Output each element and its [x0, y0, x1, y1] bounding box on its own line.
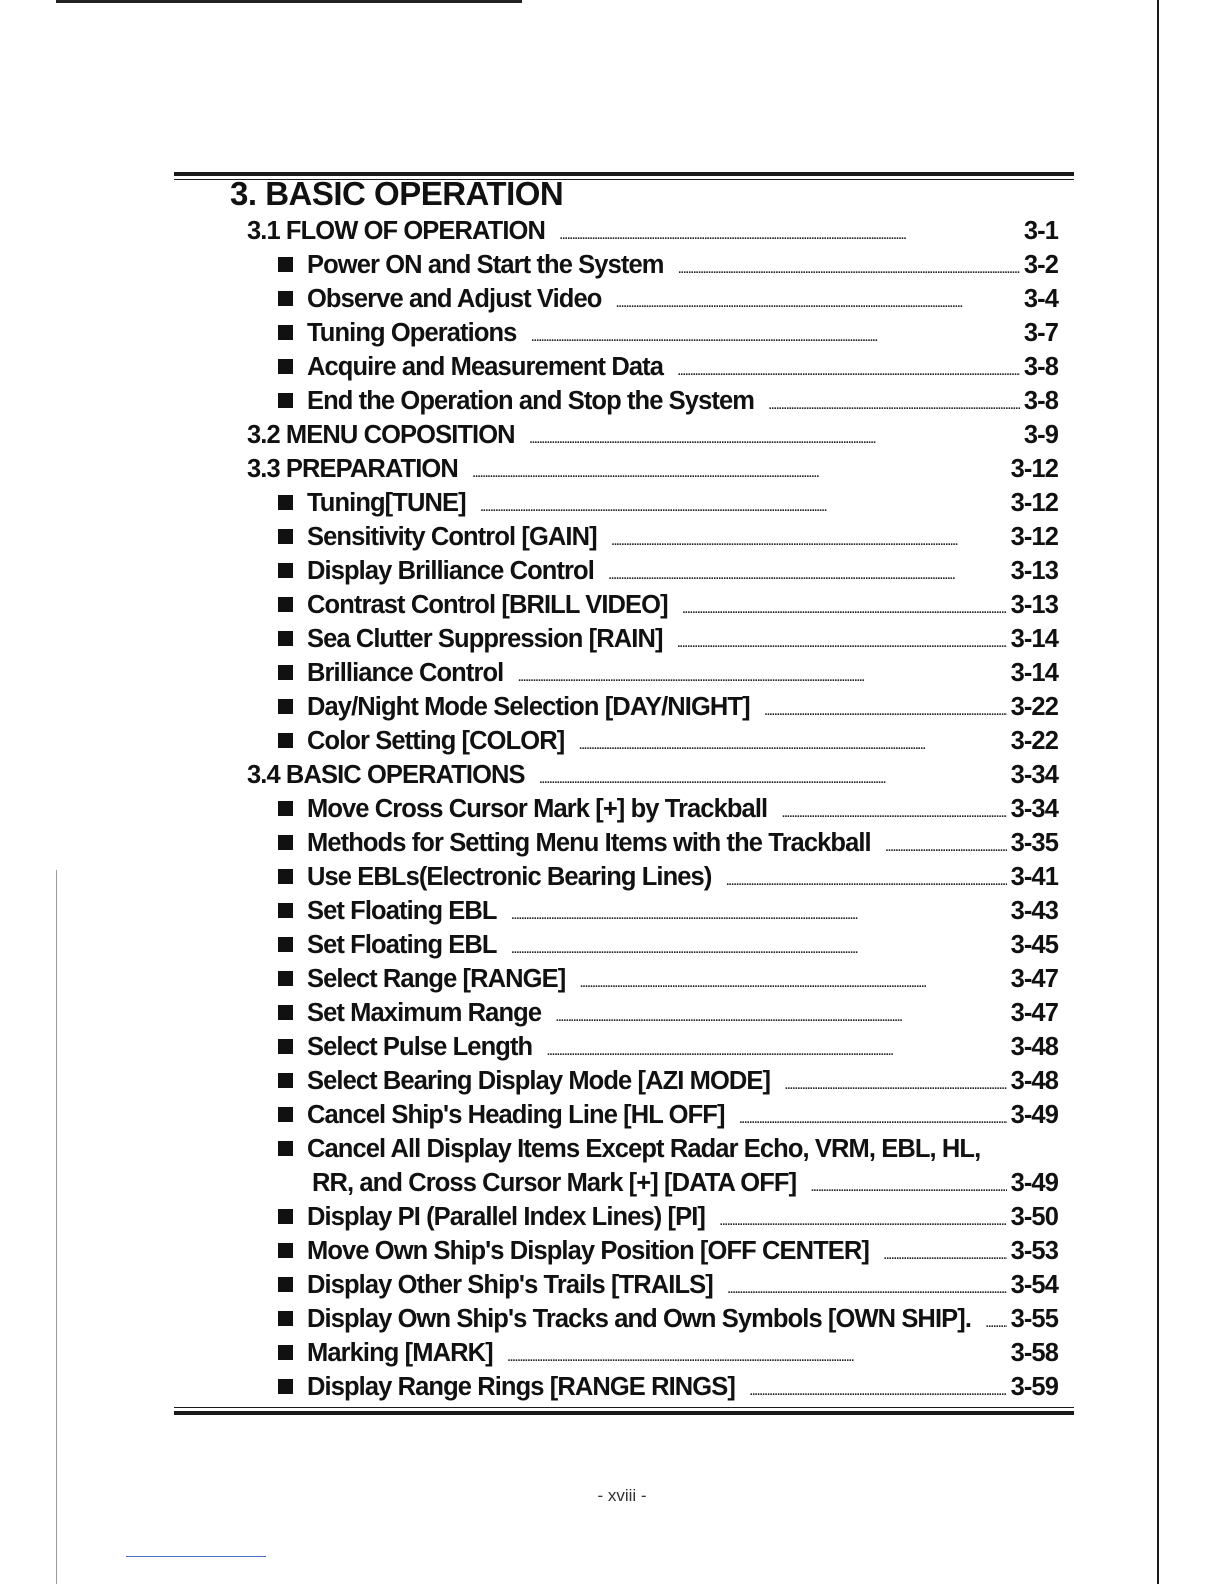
- dot-leader: [555, 996, 1006, 1034]
- toc-entry-label: Contrast Control [BRILL VIDEO]: [307, 591, 668, 619]
- toc-page-number: 3-45: [1010, 931, 1058, 959]
- toc-entry-label: 3.2 MENU COPOSITION: [247, 421, 515, 449]
- square-bullet-icon: [278, 291, 293, 306]
- dot-leader: [546, 1030, 1006, 1068]
- toc-page-number: 3-41: [1010, 863, 1058, 891]
- toc-page-number: 3-59: [1010, 1373, 1058, 1401]
- toc-entry-label: Use EBLs(Electronic Bearing Lines): [307, 863, 712, 891]
- dot-leader: [529, 418, 1020, 456]
- toc-page-number: 3-14: [1010, 659, 1058, 687]
- square-bullet-icon: [278, 359, 293, 374]
- toc-entry-label: Cancel Ship's Heading Line [HL OFF]: [307, 1101, 725, 1129]
- toc-page-number: 3-34: [1010, 795, 1058, 823]
- square-bullet-icon: [278, 903, 293, 918]
- square-bullet-icon: [278, 971, 293, 986]
- dot-leader: [784, 1064, 1006, 1102]
- toc-entry-label: Set Floating EBL: [307, 897, 497, 925]
- toc-item-entry[interactable]: [278, 1234, 1058, 1272]
- toc-item-entry[interactable]: [278, 1200, 1058, 1238]
- toc-page-number: 3-13: [1010, 591, 1058, 619]
- toc-entry-label: Display Range Rings [RANGE RINGS]: [307, 1373, 735, 1401]
- dot-leader: [511, 928, 1007, 966]
- toc-entry-label: Tuning[TUNE]: [307, 489, 466, 517]
- toc-entry-label: Move Own Ship's Display Position [OFF CENTER]: [307, 1237, 870, 1265]
- toc-item-entry[interactable]: [278, 350, 1058, 388]
- toc-entry-label: Power ON and Start the System: [307, 251, 664, 279]
- toc-page-number: 3-8: [1023, 387, 1058, 415]
- toc-entry-label: 3.3 PREPARATION: [247, 455, 458, 483]
- dot-leader: [727, 1268, 1007, 1306]
- toc-page-number: 3-49: [1010, 1101, 1058, 1129]
- square-bullet-icon: [278, 937, 293, 952]
- toc-item-entry[interactable]: [278, 520, 1058, 558]
- dot-leader: [677, 350, 1020, 388]
- toc-item-entry[interactable]: [278, 486, 1058, 524]
- toc-item-entry[interactable]: [278, 928, 1058, 966]
- toc-page-number: 3-35: [1010, 829, 1058, 857]
- toc-entry-label: Day/Night Mode Selection [DAY/NIGHT]: [307, 693, 750, 721]
- dot-leader: [781, 792, 1006, 830]
- dot-leader: [764, 690, 1007, 728]
- square-bullet-icon: [278, 665, 293, 680]
- toc-item-entry[interactable]: [278, 826, 1058, 864]
- toc-entry-label: Sea Clutter Suppression [RAIN]: [307, 625, 663, 653]
- square-bullet-icon: [278, 1311, 293, 1326]
- toc-item-entry[interactable]: [278, 1370, 1058, 1408]
- toc-item-entry-continuation[interactable]: [312, 1166, 1058, 1204]
- toc-item-entry[interactable]: [278, 1302, 1058, 1340]
- toc-page-number: 3-4: [1023, 285, 1058, 313]
- toc-section-entry[interactable]: [247, 452, 1058, 490]
- square-bullet-icon: [278, 699, 293, 714]
- square-bullet-icon: [278, 393, 293, 408]
- toc-item-entry[interactable]: [278, 724, 1058, 762]
- toc-entry-label: End the Operation and Stop the System: [307, 387, 755, 415]
- toc-page-number: 3-7: [1023, 319, 1058, 347]
- toc-entry-label: Select Range [RANGE]: [307, 965, 566, 993]
- dot-leader: [682, 588, 1007, 626]
- toc-item-entry[interactable]: [278, 384, 1058, 422]
- toc-page-number: 3-55: [1010, 1305, 1058, 1333]
- dot-leader: [615, 282, 1019, 320]
- dot-leader: [480, 486, 1007, 524]
- square-bullet-icon: [278, 835, 293, 850]
- square-bullet-icon: [278, 597, 293, 612]
- toc-entry-label: Cancel All Display Items Except Radar Echo, VRM, EBL, HL,: [307, 1135, 981, 1163]
- toc-page-number: 3-47: [1010, 999, 1058, 1027]
- square-bullet-icon: [278, 563, 293, 578]
- toc-item-entry[interactable]: [278, 894, 1058, 932]
- toc-page-number: 3-34: [1010, 761, 1058, 789]
- dot-leader: [739, 1098, 1007, 1136]
- bottom-double-rule: [174, 1407, 1074, 1415]
- toc-item-entry[interactable]: [278, 622, 1058, 660]
- scan-artifact-bottom-line: [126, 1556, 266, 1557]
- dot-leader: [719, 1200, 1007, 1238]
- toc-page-number: 3-12: [1010, 489, 1058, 517]
- toc-entry-label: Sensitivity Control [GAIN]: [307, 523, 597, 551]
- toc-entry-label: Display Other Ship's Trails [TRAILS]: [307, 1271, 713, 1299]
- toc-page-number: 3-43: [1010, 897, 1058, 925]
- toc-item-entry[interactable]: [278, 588, 1058, 626]
- dot-leader: [511, 894, 1007, 932]
- toc-section-entry[interactable]: [247, 418, 1058, 456]
- toc-item-entry[interactable]: [278, 316, 1058, 354]
- toc-item-entry[interactable]: [278, 554, 1058, 592]
- square-bullet-icon: [278, 1243, 293, 1258]
- dot-leader: [611, 520, 1007, 558]
- dot-leader: [517, 656, 1006, 694]
- dot-leader: [885, 826, 1007, 864]
- square-bullet-icon: [278, 1277, 293, 1292]
- toc-section-entry[interactable]: [247, 214, 1058, 252]
- toc-entry-label: Acquire and Measurement Data: [307, 353, 663, 381]
- square-bullet-icon: [278, 801, 293, 816]
- square-bullet-icon: [278, 1209, 293, 1224]
- dot-leader: [559, 214, 1020, 252]
- toc-section-entry[interactable]: [247, 758, 1058, 796]
- dot-leader: [608, 554, 1007, 592]
- toc-entry-label: Observe and Adjust Video: [307, 285, 602, 313]
- toc-item-entry[interactable]: [278, 792, 1058, 830]
- toc-page-number: 3-12: [1010, 455, 1058, 483]
- page-number: - xviii -: [597, 1486, 647, 1505]
- toc-entry-label: Display Brilliance Control: [307, 557, 594, 585]
- toc-item-entry[interactable]: [278, 1030, 1058, 1068]
- square-bullet-icon: [278, 1039, 293, 1054]
- toc-page-number: 3-48: [1010, 1033, 1058, 1061]
- toc-entry-label: Display PI (Parallel Index Lines) [PI]: [307, 1203, 706, 1231]
- toc-page-number: 3-9: [1023, 421, 1058, 449]
- square-bullet-icon: [278, 1107, 293, 1122]
- dot-leader: [985, 1302, 1007, 1340]
- toc-page-number: 3-22: [1010, 727, 1058, 755]
- toc-page-number: 3-22: [1010, 693, 1058, 721]
- toc-item-entry[interactable]: [278, 962, 1058, 1000]
- square-bullet-icon: [278, 1141, 293, 1156]
- toc-page-number: 3-14: [1010, 625, 1058, 653]
- dot-leader: [749, 1370, 1007, 1408]
- toc-item-entry[interactable]: [278, 1336, 1058, 1374]
- toc-item-entry[interactable]: [278, 1132, 1058, 1166]
- toc-page-number: 3-8: [1023, 353, 1058, 381]
- toc-item-entry[interactable]: [278, 1098, 1058, 1136]
- toc-entry-label: Marking [MARK]: [307, 1339, 493, 1367]
- toc-page-number: 3-50: [1010, 1203, 1058, 1231]
- dot-leader: [883, 1234, 1007, 1272]
- square-bullet-icon: [278, 325, 293, 340]
- dot-leader: [579, 962, 1006, 1000]
- dot-leader: [677, 622, 1007, 660]
- square-bullet-icon: [278, 257, 293, 272]
- dot-leader: [472, 452, 1007, 490]
- square-bullet-icon: [278, 495, 293, 510]
- toc-entry-label: 3.1 FLOW OF OPERATION: [247, 217, 545, 245]
- toc-item-entry[interactable]: [278, 996, 1058, 1034]
- square-bullet-icon: [278, 733, 293, 748]
- toc-item-entry[interactable]: [278, 282, 1058, 320]
- square-bullet-icon: [278, 529, 293, 544]
- toc-item-entry[interactable]: [278, 248, 1058, 286]
- dot-leader: [578, 724, 1006, 762]
- toc-item-entry[interactable]: [278, 1268, 1058, 1306]
- toc-item-entry[interactable]: [278, 860, 1058, 898]
- dot-leader: [539, 758, 1007, 796]
- toc-page-number: 3-47: [1010, 965, 1058, 993]
- toc-entry-label: Methods for Setting Menu Items with the Trackball: [307, 829, 871, 857]
- toc-entry-label: 3.4 BASIC OPERATIONS: [247, 761, 525, 789]
- square-bullet-icon: [278, 1073, 293, 1088]
- dot-leader: [810, 1166, 1006, 1204]
- dot-leader: [768, 384, 1020, 422]
- square-bullet-icon: [278, 631, 293, 646]
- dot-leader: [678, 248, 1020, 286]
- chapter-title: 3. BASIC OPERATION: [230, 175, 564, 212]
- square-bullet-icon: [278, 1345, 293, 1360]
- toc-item-entry[interactable]: [278, 1064, 1058, 1102]
- toc-entry-label: Display Own Ship's Tracks and Own Symbols [OWN SHIP].: [307, 1305, 972, 1333]
- toc-page-number: 3-58: [1010, 1339, 1058, 1367]
- toc-entry-label: RR, and Cross Cursor Mark [+] [DATA OFF]: [312, 1169, 797, 1197]
- toc-page-number: 3-54: [1010, 1271, 1058, 1299]
- toc-item-entry[interactable]: [278, 690, 1058, 728]
- square-bullet-icon: [278, 869, 293, 884]
- toc-page-number: 3-12: [1010, 523, 1058, 551]
- square-bullet-icon: [278, 1005, 293, 1020]
- dot-leader: [530, 316, 1019, 354]
- toc-entry-label: Set Maximum Range: [307, 999, 542, 1027]
- dot-leader: [507, 1336, 1007, 1374]
- toc-page-number: 3-1: [1023, 217, 1058, 245]
- toc-page-number: 3-53: [1010, 1237, 1058, 1265]
- toc-page-number: 3-13: [1010, 557, 1058, 585]
- toc-page-number: 3-48: [1010, 1067, 1058, 1095]
- dot-leader: [725, 860, 1006, 898]
- toc-entry-label: Select Bearing Display Mode [AZI MODE]: [307, 1067, 771, 1095]
- toc-entry-label: Set Floating EBL: [307, 931, 497, 959]
- toc-item-entry[interactable]: [278, 656, 1058, 694]
- toc-entry-label: Tuning Operations: [307, 319, 517, 347]
- toc-entry-label: Brilliance Control: [307, 659, 504, 687]
- toc-page-number: 3-2: [1023, 251, 1058, 279]
- toc-entry-label: Color Setting [COLOR]: [307, 727, 565, 755]
- toc-page-number: 3-49: [1010, 1169, 1058, 1197]
- toc-entry-label: Move Cross Cursor Mark [+] by Trackball: [307, 795, 768, 823]
- square-bullet-icon: [278, 1379, 293, 1394]
- toc-entry-label: Select Pulse Length: [307, 1033, 533, 1061]
